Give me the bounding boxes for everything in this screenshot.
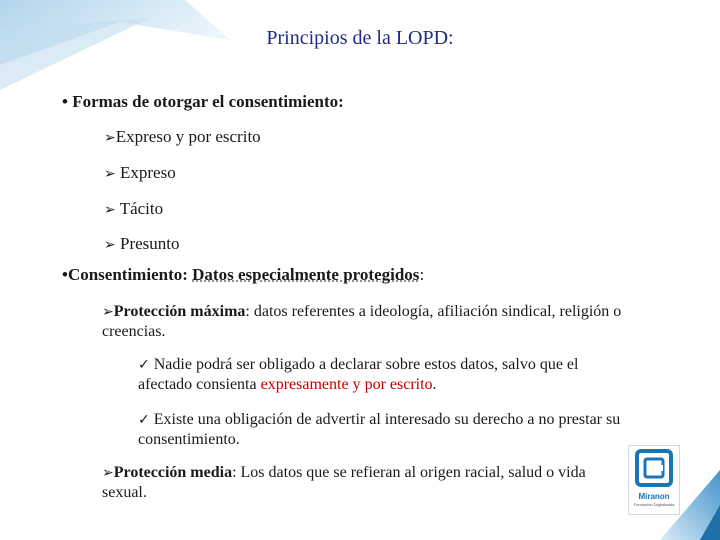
- arrow-icon: ➢: [104, 166, 116, 182]
- list-item: ➢ Expreso: [104, 163, 176, 182]
- logo-tagline: Formación Digitalizada: [633, 502, 675, 507]
- list-item: ➢ Tácito: [104, 199, 164, 218]
- check-item: ✓ Existe una obligación de advertir al interesado su derecho a no prestar su consentimiento.: [138, 411, 621, 448]
- logo-icon: [629, 446, 679, 492]
- protection-medium: ➢Protección media: Los datos que se refieran al origen racial, salud o vida sexual.: [102, 464, 586, 501]
- check-icon: ✓: [138, 412, 150, 428]
- bullet-text: Formas de otorgar el consentimiento:: [72, 92, 344, 111]
- arrow-icon: ➢: [104, 237, 116, 253]
- logo: [628, 445, 680, 515]
- arrow-icon: ➢: [104, 202, 116, 218]
- list-item: ➢Expreso y por escrito: [104, 127, 261, 146]
- bullet-marker: •: [62, 92, 68, 111]
- arrow-icon: ➢: [102, 304, 114, 320]
- check-item: ✓ Nadie podrá ser obligado a declarar sobre estos datos, salvo que el afectado consienta expresamente y por escrito.: [138, 356, 579, 393]
- check-icon: ✓: [138, 357, 150, 373]
- logo-brand: Miranon: [638, 492, 670, 501]
- arrow-icon: ➢: [104, 130, 116, 146]
- bullet-marker: •: [62, 265, 68, 284]
- arrow-icon: ➢: [102, 465, 114, 481]
- protection-max: ➢Protección máxima: datos referentes a ideología, afiliación sindical, religión o creencias.: [102, 303, 622, 340]
- bullet-protected-data: •Consentimiento: Datos especialmente protegidos:: [62, 265, 425, 284]
- highlight-text: expresamente y por escrito: [260, 376, 433, 393]
- bullet-consent-forms: [62, 92, 344, 112]
- page-title: Principios de la LOPD:: [266, 27, 454, 49]
- list-item: ➢ Presunto: [104, 234, 180, 253]
